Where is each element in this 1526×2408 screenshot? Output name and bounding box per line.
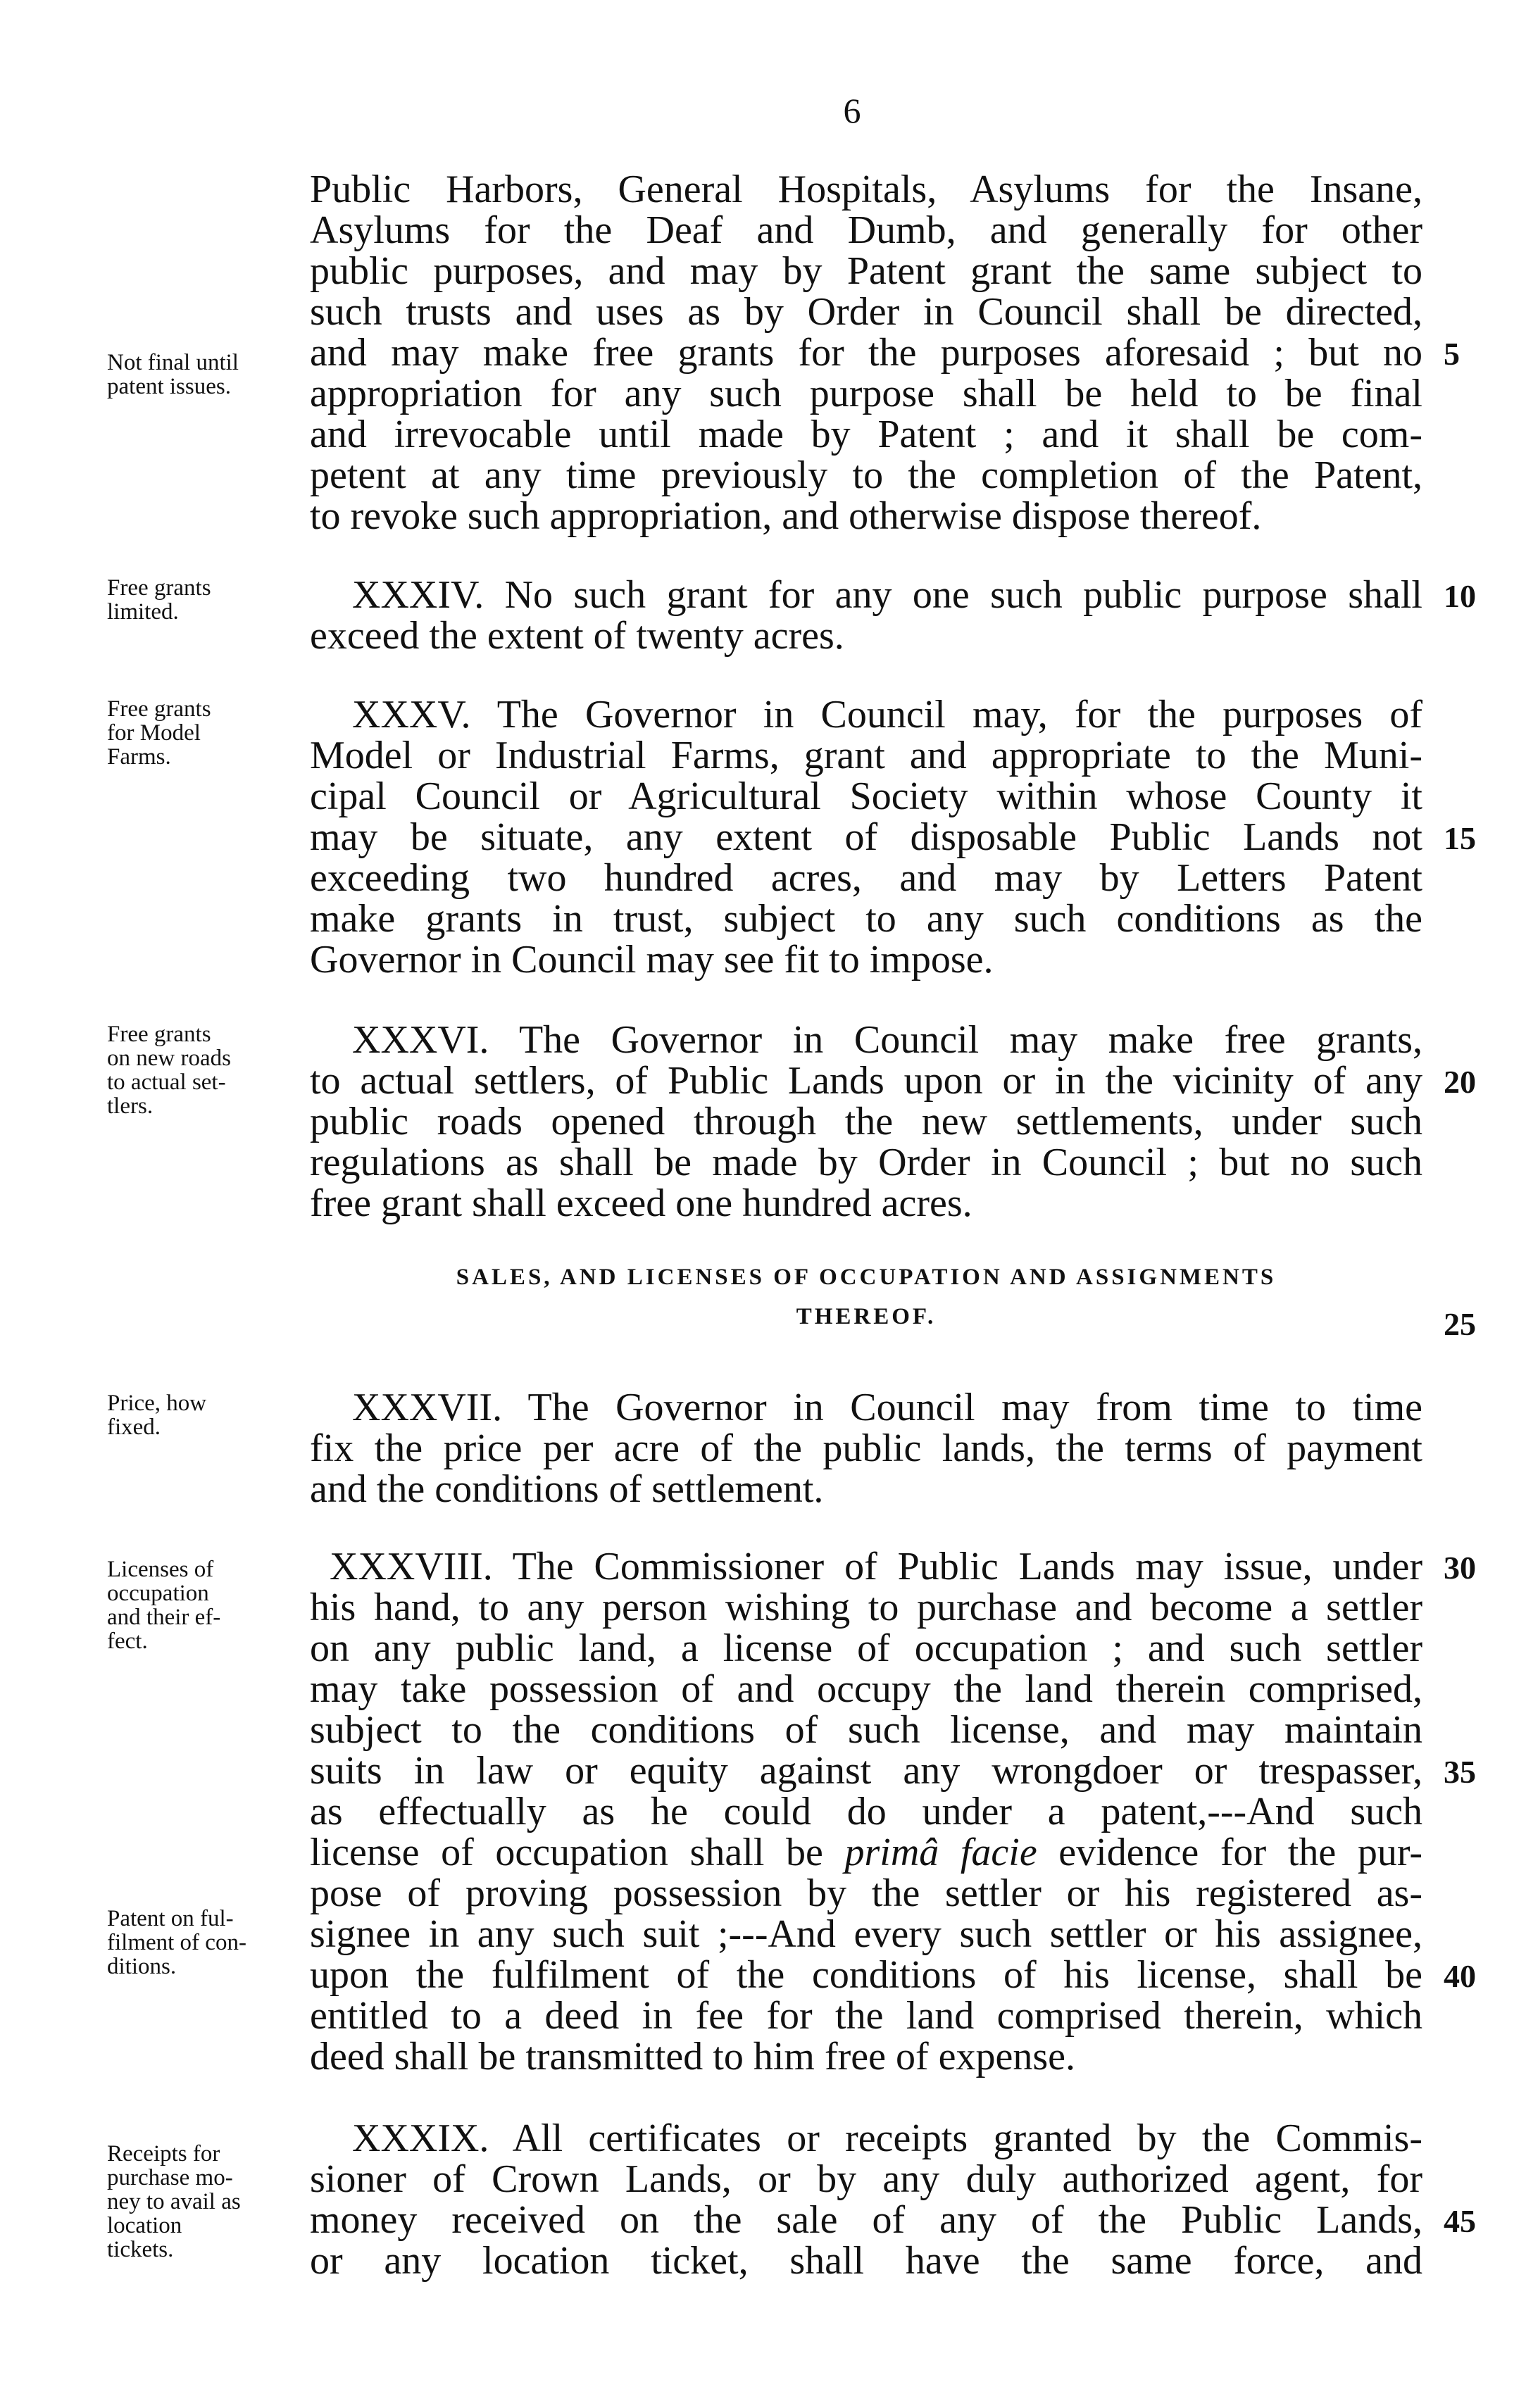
line-number: 15 <box>1444 820 1476 856</box>
text-line: and irrevocable until made by Patent ; and it shall be com- <box>310 413 1422 456</box>
italic-term: primâ facie <box>844 1831 1037 1874</box>
section-heading: SALES, AND LICENSES OF OCCUPATION AND ASSIGNMENTS <box>456 1265 1277 1290</box>
text-line: XXXIV. No such grant for any one such public purpose shall <box>352 573 1422 617</box>
text-line: exceed the extent of twenty acres. <box>310 614 844 658</box>
line-number: 5 <box>1444 336 1460 372</box>
text-line: subject to the conditions of such license, and may maintain <box>310 1708 1422 1752</box>
text-line: public roads opened through the new settlements, under such <box>310 1100 1422 1143</box>
text-line: such trusts and uses as by Order in Council shall be directed, <box>310 290 1422 334</box>
text-line: sioner of Crown Lands, or by any duly authorized agent, for <box>310 2157 1422 2201</box>
text-line: upon the fulfilment of the conditions of his license, shall be <box>310 1953 1422 1997</box>
text-line: XXXVI. The Governor in Council may make free grants, <box>352 1018 1422 1062</box>
margin-note: Patent on ful- filment of con- ditions. <box>107 1906 246 1979</box>
text-line: to actual settlers, of Public Lands upon or in the vicinity of any <box>310 1059 1422 1103</box>
line-number: 35 <box>1444 1754 1476 1790</box>
line-number: 45 <box>1444 2203 1476 2239</box>
text-line: make grants in trust, subject to any such conditions as the <box>310 897 1422 941</box>
text-line: exceeding two hundred acres, and may by Letters Patent <box>310 856 1422 900</box>
line-number: 10 <box>1444 578 1476 614</box>
line-number: 20 <box>1444 1064 1476 1100</box>
text-line: and may make free grants for the purposes aforesaid ; but no <box>310 331 1422 375</box>
line-number: 25 <box>1444 1306 1476 1342</box>
text-line: may be situate, any extent of disposable Public Lands not <box>310 815 1422 859</box>
margin-note: Price, how fixed. <box>107 1391 207 1440</box>
text-line: Model or Industrial Farms, grant and appropriate to the Muni- <box>310 734 1422 777</box>
page-number: 6 <box>843 91 861 130</box>
text-line: money received on the sale of any of the Public Lands, <box>310 2198 1422 2242</box>
text-line: or any location ticket, shall have the same force, and <box>310 2239 1422 2283</box>
text-line: may take possession of and occupy the land therein comprised, <box>310 1667 1422 1711</box>
text-line: Public Harbors, General Hospitals, Asylums for the Insane, <box>310 168 1422 211</box>
text-line: XXXV. The Governor in Council may, for the purposes of <box>352 693 1422 736</box>
text-line: public purposes, and may by Patent grant the same subject to <box>310 249 1422 293</box>
text-line: entitled to a deed in fee for the land comprised therein, which <box>310 1994 1422 2038</box>
text-line: XXXVII. The Governor in Council may from time to time <box>352 1386 1422 1429</box>
text-line: his hand, to any person wishing to purchase and become a settler <box>310 1586 1422 1629</box>
text-line: suits in law or equity against any wrongdoer or trespasser, <box>310 1749 1422 1793</box>
text-segment: evidence for the pur- <box>1037 1831 1422 1874</box>
text-segment: license of occupation shall be <box>310 1831 845 1874</box>
text-line: Asylums for the Deaf and Dumb, and generally for other <box>310 208 1422 252</box>
text-line: appropriation for any such purpose shall be held to be final <box>310 372 1422 415</box>
text-line: pose of proving possession by the settler or his registered as- <box>310 1871 1422 1915</box>
margin-note: Receipts for purchase mo- ney to avail as location tickets. <box>107 2141 241 2262</box>
line-number: 30 <box>1444 1550 1476 1586</box>
margin-note: Licenses of occupation and their ef- fect. <box>107 1557 221 1654</box>
text-line: signee in any such suit ;---And every such settler or his assignee, <box>310 1912 1422 1956</box>
text-line: and the conditions of settlement. <box>310 1467 824 1511</box>
margin-note: Free grants on new roads to actual set- tlers. <box>107 1022 231 1119</box>
text-line: Governor in Council may see fit to impose. <box>310 938 994 982</box>
text-line: to revoke such appropriation, and otherwise dispose thereof. <box>310 494 1262 538</box>
text-line: XXXVIII. The Commissioner of Public Lands may issue, under <box>330 1545 1422 1588</box>
section-heading-continued: THEREOF. <box>796 1304 937 1329</box>
margin-note: Free grants limited. <box>107 575 211 625</box>
text-line: fix the price per acre of the public lands, the terms of payment <box>310 1426 1422 1470</box>
text-line: as effectually as he could do under a patent,---And such <box>310 1790 1422 1833</box>
text-line: on any public land, a license of occupation ; and such settler <box>310 1626 1422 1670</box>
margin-note: Not final until patent issues. <box>107 350 239 399</box>
text-line: regulations as shall be made by Order in Council ; but no such <box>310 1141 1422 1184</box>
line-number: 40 <box>1444 1958 1476 1994</box>
text-line: XXXIX. All certificates or receipts granted by the Commis- <box>352 2117 1422 2160</box>
text-line: free grant shall exceed one hundred acres. <box>310 1181 972 1225</box>
text-line: cipal Council or Agricultural Society within whose County it <box>310 775 1422 818</box>
text-line <box>310 1832 1422 1873</box>
text-line: deed shall be transmitted to him free of expense. <box>310 2035 1075 2078</box>
text-line: petent at any time previously to the completion of the Patent, <box>310 453 1422 497</box>
margin-note: Free grants for Model Farms. <box>107 696 211 770</box>
